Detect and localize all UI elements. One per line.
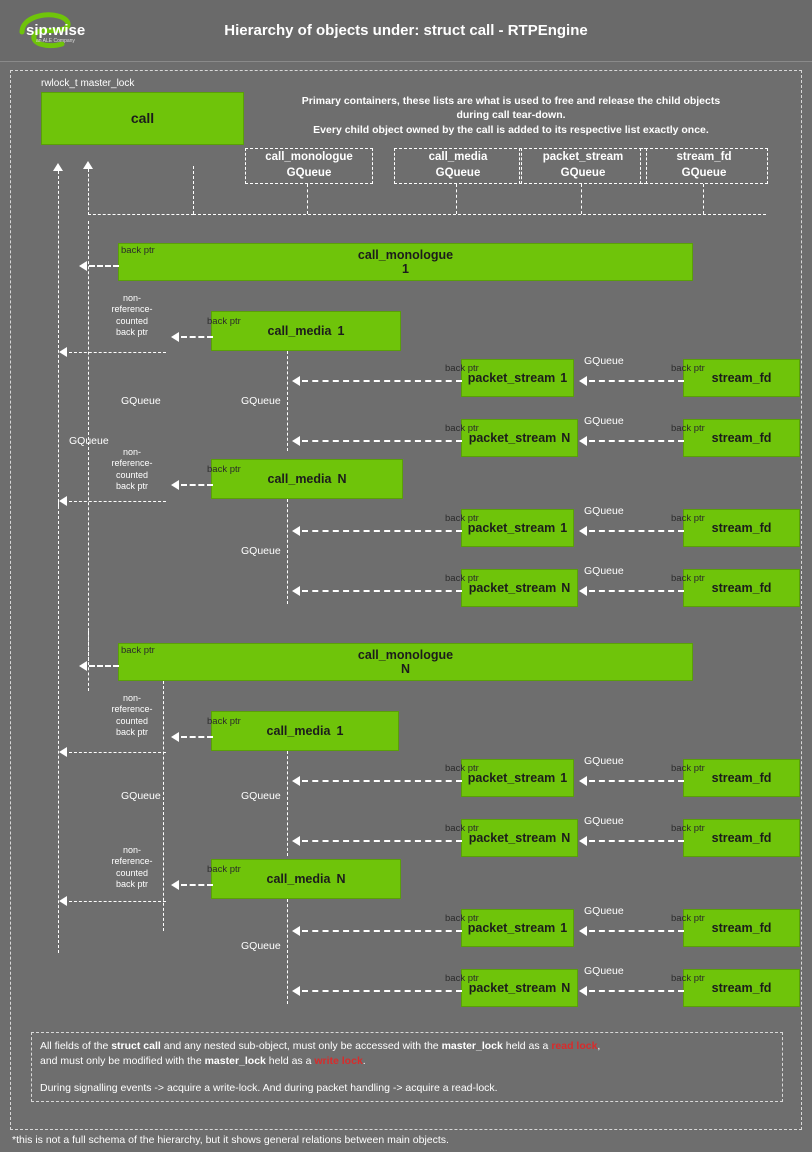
spine-media-1b-ps [287, 751, 288, 856]
container-stream-fd[interactable]: stream_fd GQueue [640, 148, 768, 184]
label-gqueue-ps-col-3: GQueue [241, 790, 281, 802]
arrow-left-media-1a [171, 332, 179, 342]
tick-stream-fd [703, 184, 704, 214]
node-stream-fd-1d[interactable]: stream_fd [683, 909, 800, 947]
label-gqueue-sfd-Nb: GQueue [584, 565, 624, 577]
node-packet-stream-1b[interactable]: packet_stream 1 [461, 509, 574, 547]
label-gqueue-left: GQueue [69, 435, 109, 447]
tick-packet-stream [581, 184, 582, 214]
label-back-ptr-ps-1a: back ptr [445, 363, 479, 374]
line-spine-media-Nb [69, 901, 166, 902]
node-packet-stream-Nd[interactable]: packet_stream N [461, 969, 578, 1007]
line-sfd-1d [589, 930, 684, 932]
line-ps-1b [302, 530, 462, 532]
diagram-canvas [10, 70, 802, 1130]
label-back-ptr-sfd-Nb: back ptr [671, 573, 705, 584]
logo-wordmark: sip:wise [26, 22, 86, 39]
line-sfd-1b [589, 530, 684, 532]
spine-media-lower [163, 681, 164, 931]
node-stream-fd-1b[interactable]: stream_fd [683, 509, 800, 547]
spine-left-lower [58, 701, 59, 953]
label-nonref-media-1a: non- reference- counted back ptr [111, 293, 153, 337]
label-gqueue-sfd-1b: GQueue [584, 505, 624, 517]
label-back-ptr-sfd-1a: back ptr [671, 363, 705, 374]
label-gqueue-sfd-1c: GQueue [584, 755, 624, 767]
read-lock-emphasis: read lock [551, 1040, 598, 1052]
line-monologue-N-backptr [89, 665, 119, 667]
legend-line-2: and must only be modified with the master_lock held as a write lock. [40, 1055, 366, 1068]
label-back-ptr-ps-Nb: back ptr [445, 573, 479, 584]
node-call-media-Nb[interactable]: call_media N [211, 859, 401, 899]
label-gqueue-ps-col-4: GQueue [241, 940, 281, 952]
spine-media-Na-ps [287, 499, 288, 604]
label-gqueue-ps-col-2: GQueue [241, 545, 281, 557]
spine-left-mid [58, 501, 59, 709]
label-gqueue-sfd-Nd: GQueue [584, 965, 624, 977]
node-call-monologue-1[interactable]: call_monologue 1 [118, 243, 693, 281]
line-sfd-Nd [589, 990, 684, 992]
spine-monologue-2 [88, 631, 89, 691]
arrow-left-spine-media-1b [59, 747, 67, 757]
node-packet-stream-1d[interactable]: packet_stream 1 [461, 909, 574, 947]
container-packet-stream[interactable]: packet_stream GQueue [519, 148, 647, 184]
arrow-left-ps-1b [292, 526, 300, 536]
line-sfd-1a [589, 380, 684, 382]
logo-subtitle: an ALE Company [36, 38, 75, 44]
primary-note-line3: Every child object owned by the call is added to its respective list exactly once. [313, 124, 709, 136]
arrow-left-sfd-1a [579, 376, 587, 386]
line-spine-media-1a [69, 352, 166, 353]
arrow-left-sfd-1d [579, 926, 587, 936]
arrow-left-monologue-1 [79, 261, 87, 271]
page-title: Hierarchy of objects under: struct call - RTPEngine [224, 22, 588, 39]
node-packet-stream-1c[interactable]: packet_stream 1 [461, 759, 574, 797]
label-back-ptr-ps-Nd: back ptr [445, 973, 479, 984]
tick-monologue [307, 184, 308, 214]
label-back-ptr-media-Na: back ptr [207, 464, 241, 475]
legend-line-1: All fields of the struct call and any nested sub-object, must only be accessed with the master_lock held as a read lock, [40, 1040, 601, 1052]
node-stream-fd-1c[interactable]: stream_fd [683, 759, 800, 797]
arrow-left-spine-media-Na [59, 496, 67, 506]
label-back-ptr-ps-Na: back ptr [445, 423, 479, 434]
line-ps-Nb [302, 590, 462, 592]
node-stream-fd-Na[interactable]: stream_fd [683, 419, 800, 457]
label-gqueue-sfd-Nc: GQueue [584, 815, 624, 827]
line-sfd-Na [589, 440, 684, 442]
footnote: *this is not a full schema of the hierarchy, but it shows general relations between main objects. [12, 1134, 449, 1146]
line-call-bracket [88, 214, 194, 215]
label-back-ptr-media-1b: back ptr [207, 716, 241, 727]
container-bracket-left [193, 166, 194, 214]
label-back-ptr-media-Nb: back ptr [207, 864, 241, 875]
line-ps-Nc [302, 840, 462, 842]
arrow-up-call [83, 161, 93, 169]
line-ps-Nd [302, 990, 462, 992]
arrow-left-media-Nb [171, 880, 179, 890]
node-call-media-1b[interactable]: call_media 1 [211, 711, 399, 751]
node-packet-stream-Nc[interactable]: packet_stream N [461, 819, 578, 857]
label-back-ptr-sfd-Nc: back ptr [671, 823, 705, 834]
arrow-left-sfd-Nb [579, 586, 587, 596]
label-back-ptr-sfd-1d: back ptr [671, 913, 705, 924]
tick-media [456, 184, 457, 214]
label-back-ptr-ps-1d: back ptr [445, 913, 479, 924]
arrow-left-media-Na [171, 480, 179, 490]
label-back-ptr-monologue-N: back ptr [121, 645, 155, 656]
node-call-media-Na[interactable]: call_media N [211, 459, 403, 499]
arrow-left-sfd-1b [579, 526, 587, 536]
line-ps-Na [302, 440, 462, 442]
label-back-ptr-sfd-1c: back ptr [671, 763, 705, 774]
label-back-ptr-media-1a: back ptr [207, 316, 241, 327]
node-call-monologue-N[interactable]: call_monologue N [118, 643, 693, 681]
label-back-ptr-monologue-1: back ptr [121, 245, 155, 256]
label-nonref-media-Na: non- reference- counted back ptr [111, 447, 153, 491]
label-gqueue-sfd-1a: GQueue [584, 355, 624, 367]
arrow-left-sfd-1c [579, 776, 587, 786]
arrow-left-monologue-N [79, 661, 87, 671]
line-monologue-1-backptr [89, 265, 119, 267]
write-lock-emphasis: write lock [314, 1055, 363, 1068]
arrow-left-media-1b [171, 732, 179, 742]
arrow-left-ps-Na [292, 436, 300, 446]
arrow-left-spine-media-Nb [59, 896, 67, 906]
arrow-left-ps-Nc [292, 836, 300, 846]
page-header [0, 0, 812, 62]
node-packet-stream-Nb[interactable]: packet_stream N [461, 569, 578, 607]
master-lock-label: rwlock_t master_lock [41, 78, 135, 89]
node-stream-fd-Nb[interactable]: stream_fd [683, 569, 800, 607]
node-stream-fd-Nd[interactable]: stream_fd [683, 969, 800, 1007]
line-call-up [88, 169, 89, 215]
label-gqueue-sfd-1d: GQueue [584, 905, 624, 917]
line-media-Na [181, 484, 213, 486]
label-back-ptr-ps-1c: back ptr [445, 763, 479, 774]
node-packet-stream-1a[interactable]: packet_stream 1 [461, 359, 574, 397]
label-gqueue-media-col: GQueue [121, 395, 161, 407]
label-nonref-media-1b: non- reference- counted back ptr [111, 693, 153, 737]
primary-note-line1: Primary containers, these lists are what is used to free and release the child objects [301, 95, 721, 107]
primary-note-line2: during call tear-down. [456, 109, 566, 121]
spine-media-1a-ps [287, 351, 288, 451]
label-back-ptr-ps-Nc: back ptr [445, 823, 479, 834]
legend-line-3: During signalling events -> acquire a write-lock. And during packet handling -> acquire a read-lock. [40, 1082, 498, 1095]
legend-box [31, 1032, 783, 1102]
line-media-1a [181, 336, 213, 338]
label-gqueue-media-col-2: GQueue [121, 790, 161, 802]
arrow-left-ps-1d [292, 926, 300, 936]
container-call-media[interactable]: call_media GQueue [394, 148, 522, 184]
line-ps-1a [302, 380, 462, 382]
arrow-left-ps-Nb [292, 586, 300, 596]
node-stream-fd-Nc[interactable]: stream_fd [683, 819, 800, 857]
line-ps-1c [302, 780, 462, 782]
line-sfd-1c [589, 780, 684, 782]
line-spine-media-1b [69, 752, 166, 753]
arrow-left-sfd-Nc [579, 836, 587, 846]
container-call-monologue[interactable]: call_monologue GQueue [245, 148, 373, 184]
node-stream-fd-1a[interactable]: stream_fd [683, 359, 800, 397]
node-packet-stream-Na[interactable]: packet_stream N [461, 419, 578, 457]
arrow-left-sfd-Nd [579, 986, 587, 996]
arrow-up-spine [53, 163, 63, 171]
label-back-ptr-ps-1b: back ptr [445, 513, 479, 524]
container-bracket [193, 214, 766, 215]
line-sfd-Nc [589, 840, 684, 842]
label-back-ptr-sfd-Nd: back ptr [671, 973, 705, 984]
label-nonref-media-Nb: non- reference- counted back ptr [111, 845, 153, 889]
arrow-left-ps-Nd [292, 986, 300, 996]
line-ps-1d [302, 930, 462, 932]
arrow-left-ps-1c [292, 776, 300, 786]
label-back-ptr-sfd-1b: back ptr [671, 513, 705, 524]
arrow-left-ps-1a [292, 376, 300, 386]
line-spine-media-Na [69, 501, 166, 502]
line-media-Nb [181, 884, 213, 886]
arrow-left-spine-media-1a [59, 347, 67, 357]
line-sfd-Nb [589, 590, 684, 592]
label-gqueue-ps-col-1: GQueue [241, 395, 281, 407]
label-gqueue-sfd-Na: GQueue [584, 415, 624, 427]
node-call[interactable]: call [41, 92, 244, 145]
line-media-1b [181, 736, 213, 738]
spine-left-upper [58, 171, 59, 507]
label-back-ptr-sfd-Na: back ptr [671, 423, 705, 434]
arrow-left-sfd-Na [579, 436, 587, 446]
spine-media-Nb-ps [287, 899, 288, 1004]
node-call-media-1a[interactable]: call_media 1 [211, 311, 401, 351]
